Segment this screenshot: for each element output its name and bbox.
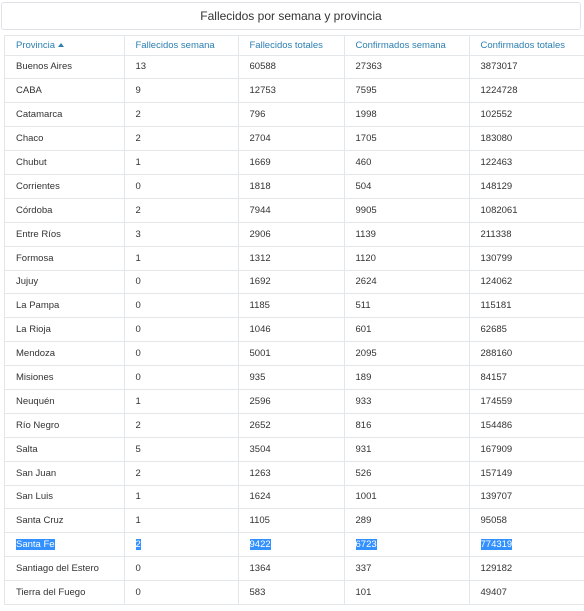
cell-value: Salta: [16, 443, 38, 455]
cell-fallecidos-totales: [238, 509, 344, 533]
cell-confirmados-semana: [344, 509, 469, 533]
table-row[interactable]: [5, 533, 584, 557]
table-row[interactable]: [5, 557, 584, 581]
cell-value: 1139: [355, 228, 376, 240]
cell-value: 49407: [480, 587, 507, 599]
cell-confirmados-totales: [469, 389, 584, 413]
cell-confirmados-totales: [469, 509, 584, 533]
cell-value: 211338: [480, 228, 512, 240]
cell-value: 2: [135, 419, 141, 431]
cell-confirmados-semana: [344, 366, 469, 390]
cell-fallecidos-totales: [238, 413, 344, 437]
cell-value: 12753: [249, 85, 276, 97]
cell-value: Neuquén: [16, 395, 55, 407]
cell-fallecidos-totales: [238, 127, 344, 151]
cell-value: 167909: [480, 443, 513, 455]
cell-value: 0: [135, 348, 141, 360]
cell-confirmados-totales: [469, 413, 584, 437]
cell-provincia: [5, 533, 124, 557]
cell-fallecidos-semana: [124, 342, 238, 366]
cell-value: 1082061: [480, 204, 518, 216]
cell-value: 5: [135, 443, 141, 455]
table-row[interactable]: [5, 485, 584, 509]
cell-value: 1120: [355, 252, 376, 264]
cell-value: 0: [135, 587, 141, 599]
cell-value: 84157: [480, 372, 507, 384]
cell-confirmados-totales: [469, 103, 584, 127]
cell-value: 0: [135, 276, 141, 288]
cell-value: San Juan: [16, 467, 57, 479]
cell-value: 124062: [480, 276, 513, 288]
cell-value: 1: [135, 395, 141, 407]
cell-confirmados-totales: [469, 437, 584, 461]
panel-title: Fallecidos por semana y provincia: [200, 9, 382, 23]
cell-value: 0: [135, 563, 141, 575]
cell-value: 1818: [249, 180, 271, 192]
sort-ascending-icon: [58, 43, 64, 47]
cell-confirmados-semana: [344, 461, 469, 485]
cell-fallecidos-semana: [124, 198, 238, 222]
cell-value: La Rioja: [16, 324, 51, 336]
cell-value: 2704: [249, 133, 271, 145]
cell-fallecidos-semana: [124, 437, 238, 461]
cell-value: 101: [355, 587, 372, 599]
cell-confirmados-totales: [469, 342, 584, 366]
cell-value: 7595: [355, 85, 377, 97]
cell-fallecidos-semana: [124, 294, 238, 318]
cell-fallecidos-totales: [238, 366, 344, 390]
cell-confirmados-semana: [344, 246, 469, 270]
cell-value: 1001: [355, 491, 377, 503]
cell-confirmados-semana: [344, 342, 469, 366]
cell-value: 931: [355, 443, 372, 455]
cell-value: 2: [135, 539, 141, 551]
column-header-label: Fallecidos totales: [249, 39, 323, 51]
cell-fallecidos-totales: [238, 246, 344, 270]
cell-provincia: [5, 318, 124, 342]
table-row[interactable]: [5, 198, 584, 222]
cell-value: 183080: [480, 133, 513, 145]
table-row[interactable]: [5, 342, 584, 366]
cell-provincia: [5, 581, 124, 605]
cell-value: 1705: [355, 133, 377, 145]
cell-provincia: [5, 55, 124, 79]
cell-value: Chubut: [16, 157, 47, 168]
cell-value: 288160: [480, 348, 513, 360]
cell-value: Entre Ríos: [16, 228, 61, 240]
cell-provincia: [5, 366, 124, 390]
cell-value: 13: [135, 61, 147, 73]
table-row[interactable]: [5, 437, 584, 461]
cell-fallecidos-semana: [124, 55, 238, 79]
column-header-label: Provincia: [16, 39, 56, 51]
cell-provincia: [5, 174, 124, 198]
data-table: [5, 36, 584, 605]
cell-confirmados-totales: [469, 485, 584, 509]
cell-fallecidos-semana: [124, 557, 238, 581]
cell-value: 3504: [249, 443, 271, 455]
cell-value: 129182: [480, 563, 513, 575]
cell-value: 504: [355, 180, 372, 192]
panel-header: [1, 2, 581, 30]
cell-value: 1046: [249, 324, 271, 336]
cell-value: 935: [249, 372, 266, 384]
cell-value: 0: [135, 324, 141, 336]
cell-provincia: [5, 79, 124, 103]
cell-value: 3873017: [480, 61, 518, 73]
cell-provincia: [5, 389, 124, 413]
cell-value: 583: [249, 587, 266, 599]
cell-fallecidos-semana: [124, 103, 238, 127]
table-row[interactable]: [5, 246, 584, 270]
cell-confirmados-semana: [344, 127, 469, 151]
cell-value: Santiago del Estero: [16, 563, 99, 575]
cell-confirmados-totales: [469, 366, 584, 390]
cell-confirmados-semana: [344, 413, 469, 437]
cell-fallecidos-totales: [238, 294, 344, 318]
cell-fallecidos-totales: [238, 437, 344, 461]
cell-fallecidos-semana: [124, 366, 238, 390]
cell-value: Santa Fe: [16, 539, 55, 551]
cell-value: Corrientes: [16, 180, 60, 192]
cell-value: 2624: [355, 276, 377, 288]
cell-provincia: [5, 557, 124, 581]
cell-fallecidos-semana: [124, 222, 238, 246]
table-row[interactable]: [5, 318, 584, 342]
cell-value: 2: [135, 204, 141, 216]
table-row[interactable]: [5, 294, 584, 318]
cell-provincia: [5, 461, 124, 485]
column-header-provincia[interactable]: [5, 36, 124, 55]
cell-confirmados-semana: [344, 151, 469, 175]
column-header-fallecidos-totales[interactable]: [238, 36, 344, 55]
cell-value: 9905: [355, 204, 377, 216]
cell-confirmados-semana: [344, 318, 469, 342]
cell-value: 139707: [480, 491, 513, 503]
cell-fallecidos-semana: [124, 509, 238, 533]
cell-value: Córdoba: [16, 204, 53, 216]
cell-confirmados-totales: [469, 127, 584, 151]
table-header-row: [5, 36, 584, 55]
cell-value: 1224728: [480, 85, 518, 97]
cell-value: 115181: [480, 300, 512, 312]
cell-value: 337: [355, 563, 372, 575]
cell-fallecidos-totales: [238, 533, 344, 557]
cell-value: 1364: [249, 563, 271, 575]
cell-confirmados-semana: [344, 198, 469, 222]
cell-fallecidos-totales: [238, 389, 344, 413]
table-row[interactable]: [5, 103, 584, 127]
cell-fallecidos-semana: [124, 151, 238, 175]
cell-value: 1669: [249, 157, 271, 168]
cell-fallecidos-semana: [124, 270, 238, 294]
cell-value: 1: [135, 157, 141, 168]
cell-fallecidos-semana: [124, 246, 238, 270]
cell-value: 130799: [480, 252, 513, 264]
cell-fallecidos-semana: [124, 461, 238, 485]
cell-value: 122463: [480, 157, 513, 168]
cell-fallecidos-semana: [124, 413, 238, 437]
cell-value: 157149: [480, 467, 513, 479]
cell-value: 148129: [480, 180, 513, 192]
cell-value: 1105: [249, 515, 270, 527]
cell-value: 0: [135, 300, 141, 312]
cell-value: 102552: [480, 109, 513, 121]
cell-value: 189: [355, 372, 372, 384]
cell-confirmados-totales: [469, 198, 584, 222]
cell-fallecidos-semana: [124, 389, 238, 413]
cell-value: 2: [135, 109, 141, 121]
cell-confirmados-totales: [469, 461, 584, 485]
cell-value: 1998: [355, 109, 377, 121]
cell-value: Buenos Aires: [16, 61, 72, 73]
cell-value: Formosa: [16, 252, 54, 264]
table-row[interactable]: [5, 79, 584, 103]
cell-provincia: [5, 509, 124, 533]
cell-value: 9: [135, 85, 141, 97]
cell-fallecidos-semana: [124, 485, 238, 509]
cell-provincia: [5, 485, 124, 509]
table-row[interactable]: [5, 461, 584, 485]
cell-provincia: [5, 151, 124, 175]
cell-value: Tierra del Fuego: [16, 587, 86, 599]
cell-value: 174559: [480, 395, 513, 407]
cell-confirmados-totales: [469, 294, 584, 318]
cell-confirmados-semana: [344, 222, 469, 246]
cell-provincia: [5, 103, 124, 127]
cell-value: 933: [355, 395, 372, 407]
cell-value: 1185: [249, 300, 270, 312]
cell-confirmados-totales: [469, 581, 584, 605]
column-header-label: Confirmados semana: [355, 39, 446, 51]
cell-fallecidos-totales: [238, 55, 344, 79]
table-row[interactable]: [5, 413, 584, 437]
cell-value: Mendoza: [16, 348, 56, 360]
cell-value: 601: [355, 324, 372, 336]
cell-value: Río Negro: [16, 419, 60, 431]
cell-value: 5001: [249, 348, 271, 360]
table-row[interactable]: [5, 174, 584, 198]
cell-value: 2596: [249, 395, 271, 407]
cell-value: 2906: [249, 228, 271, 240]
cell-value: 460: [355, 157, 372, 168]
cell-value: 3: [135, 228, 141, 240]
cell-value: San Luis: [16, 491, 53, 503]
cell-fallecidos-totales: [238, 318, 344, 342]
table-row[interactable]: [5, 389, 584, 413]
cell-value: 2: [135, 467, 141, 479]
cell-fallecidos-totales: [238, 581, 344, 605]
cell-provincia: [5, 270, 124, 294]
cell-fallecidos-totales: [238, 270, 344, 294]
table-row[interactable]: [5, 366, 584, 390]
cell-value: 774319: [480, 539, 513, 551]
cell-confirmados-totales: [469, 246, 584, 270]
cell-confirmados-semana: [344, 389, 469, 413]
column-header-confirmados-totales[interactable]: [469, 36, 584, 55]
cell-value: 7944: [249, 204, 271, 216]
cell-value: 95058: [480, 515, 507, 527]
cell-confirmados-semana: [344, 55, 469, 79]
cell-value: Misiones: [16, 372, 54, 384]
cell-fallecidos-semana: [124, 581, 238, 605]
cell-fallecidos-totales: [238, 174, 344, 198]
cell-value: 2: [135, 133, 141, 145]
cell-provincia: [5, 222, 124, 246]
cell-value: 1692: [249, 276, 271, 288]
cell-value: 2652: [249, 419, 271, 431]
cell-value: 796: [249, 109, 266, 121]
cell-confirmados-semana: [344, 79, 469, 103]
cell-value: Chaco: [16, 133, 44, 145]
cell-value: Santa Cruz: [16, 515, 64, 527]
cell-value: 526: [355, 467, 372, 479]
cell-value: 27363: [355, 61, 382, 73]
cell-confirmados-semana: [344, 103, 469, 127]
column-header-confirmados-semana[interactable]: [344, 36, 469, 55]
cell-fallecidos-semana: [124, 79, 238, 103]
cell-value: 154486: [480, 419, 513, 431]
cell-fallecidos-totales: [238, 198, 344, 222]
column-header-label: Confirmados totales: [480, 39, 565, 51]
cell-confirmados-totales: [469, 557, 584, 581]
cell-provincia: [5, 246, 124, 270]
table-row[interactable]: [5, 55, 584, 79]
cell-fallecidos-semana: [124, 174, 238, 198]
column-header-label: Fallecidos semana: [135, 39, 215, 51]
cell-confirmados-totales: [469, 270, 584, 294]
cell-value: 62685: [480, 324, 507, 336]
cell-confirmados-totales: [469, 55, 584, 79]
cell-value: 1624: [249, 491, 271, 503]
cell-fallecidos-totales: [238, 103, 344, 127]
cell-provincia: [5, 127, 124, 151]
cell-fallecidos-totales: [238, 222, 344, 246]
cell-value: 60588: [249, 61, 276, 73]
table-row[interactable]: [5, 151, 584, 175]
cell-fallecidos-semana: [124, 127, 238, 151]
cell-value: 511: [355, 300, 371, 312]
cell-value: 1263: [249, 467, 271, 479]
table-row[interactable]: [5, 270, 584, 294]
cell-fallecidos-semana: [124, 533, 238, 557]
cell-fallecidos-totales: [238, 461, 344, 485]
cell-confirmados-totales: [469, 318, 584, 342]
cell-confirmados-totales: [469, 174, 584, 198]
cell-provincia: [5, 294, 124, 318]
cell-fallecidos-totales: [238, 342, 344, 366]
cell-value: Jujuy: [16, 276, 39, 288]
cell-value: 289: [355, 515, 372, 527]
cell-confirmados-semana: [344, 557, 469, 581]
column-header-fallecidos-semana[interactable]: [124, 36, 238, 55]
cell-value: 9422: [249, 539, 271, 551]
cell-confirmados-semana: [344, 174, 469, 198]
cell-value: 1: [135, 252, 141, 264]
cell-confirmados-totales: [469, 151, 584, 175]
cell-fallecidos-totales: [238, 79, 344, 103]
cell-confirmados-semana: [344, 533, 469, 557]
table-row[interactable]: [5, 127, 584, 151]
table-row[interactable]: [5, 509, 584, 533]
cell-value: La Pampa: [16, 300, 60, 312]
cell-confirmados-totales: [469, 79, 584, 103]
cell-value: 2095: [355, 348, 377, 360]
cell-value: 1312: [249, 252, 271, 264]
cell-value: 816: [355, 419, 372, 431]
cell-value: CABA: [16, 85, 42, 97]
cell-confirmados-semana: [344, 270, 469, 294]
table-row[interactable]: [5, 222, 584, 246]
cell-fallecidos-totales: [238, 557, 344, 581]
cell-confirmados-totales: [469, 222, 584, 246]
cell-value: 1: [135, 491, 141, 503]
table-body: [5, 55, 584, 604]
cell-confirmados-semana: [344, 294, 469, 318]
cell-value: Catamarca: [16, 109, 63, 121]
cell-confirmados-semana: [344, 485, 469, 509]
cell-value: 0: [135, 372, 141, 384]
cell-confirmados-semana: [344, 437, 469, 461]
cell-confirmados-totales: [469, 533, 584, 557]
cell-fallecidos-semana: [124, 318, 238, 342]
cell-provincia: [5, 437, 124, 461]
data-table-container: [4, 35, 584, 605]
cell-value: 0: [135, 180, 141, 192]
cell-fallecidos-totales: [238, 151, 344, 175]
cell-provincia: [5, 413, 124, 437]
table-row[interactable]: [5, 581, 584, 605]
cell-confirmados-semana: [344, 581, 469, 605]
cell-fallecidos-totales: [238, 485, 344, 509]
cell-value: 1: [135, 515, 141, 527]
cell-provincia: [5, 198, 124, 222]
cell-provincia: [5, 342, 124, 366]
cell-value: 6723: [355, 539, 377, 551]
